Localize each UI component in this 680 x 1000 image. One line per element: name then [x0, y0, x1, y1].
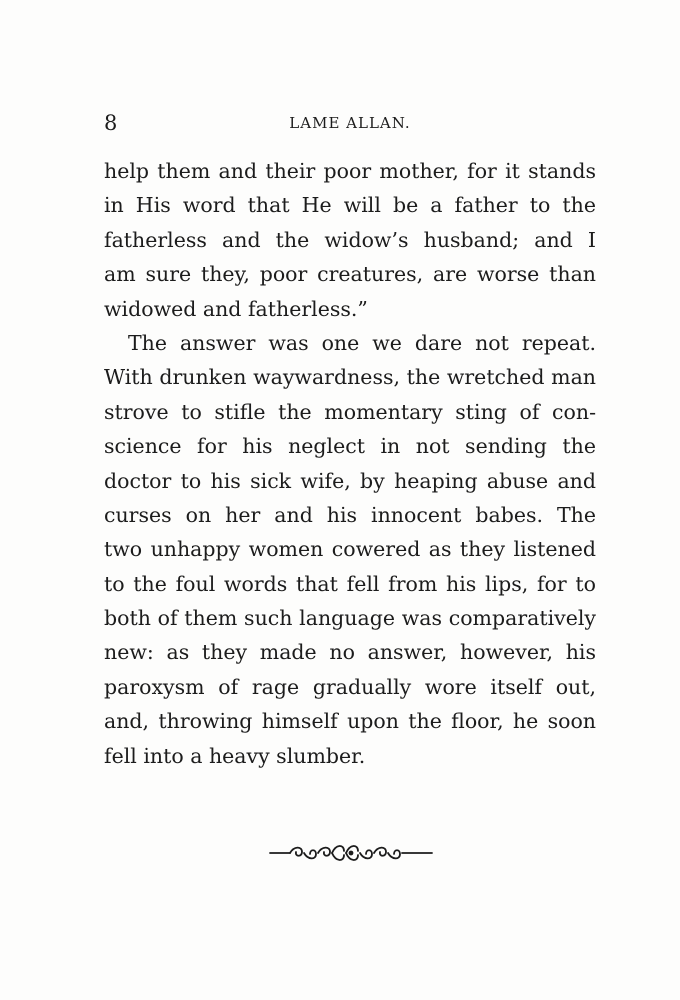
text-line: With drunken waywardness, the wretched man	[104, 365, 596, 390]
page-header	[104, 108, 596, 138]
text-line: new: as they made no answer, however, his	[104, 640, 596, 665]
paragraph	[104, 154, 596, 326]
text-line: doctor to his sick wife, by heaping abuse and	[104, 468, 596, 493]
text-line: in His word that He will be a father to the	[104, 193, 596, 218]
text-line: help them and their poor mother, for it stands	[104, 159, 596, 183]
text-line: am sure they, poor creatures, are worse than	[104, 262, 596, 287]
text-line: two unhappy women cowered as they listened	[104, 537, 596, 562]
text-line: widowed and fatherless.”	[104, 296, 368, 321]
text-line: science for his neglect in not sending the	[104, 434, 596, 459]
text-line: The answer was one we dare not repeat.	[128, 330, 596, 355]
paragraph	[104, 326, 596, 773]
running-title: LAME ALLAN.	[289, 114, 411, 132]
text-line: paroxysm of rage gradually wore itself out,	[104, 674, 596, 699]
text-line: curses on her and his innocent babes. The	[104, 502, 596, 527]
page-number: 8	[104, 111, 118, 135]
text-line: fatherless and the widow’s husband; and I	[104, 227, 596, 252]
ornament-icon	[268, 838, 434, 868]
body-text	[104, 154, 596, 773]
text-line: fell into a heavy slumber.	[104, 743, 366, 768]
text-line: strove to stifle the momentary sting of con-	[104, 399, 596, 424]
text-line: both of them such language was comparatively	[104, 606, 596, 631]
text-line: and, throwing himself upon the floor, he soon	[104, 709, 596, 734]
text-line: to the foul words that fell from his lips, for to	[104, 571, 596, 596]
